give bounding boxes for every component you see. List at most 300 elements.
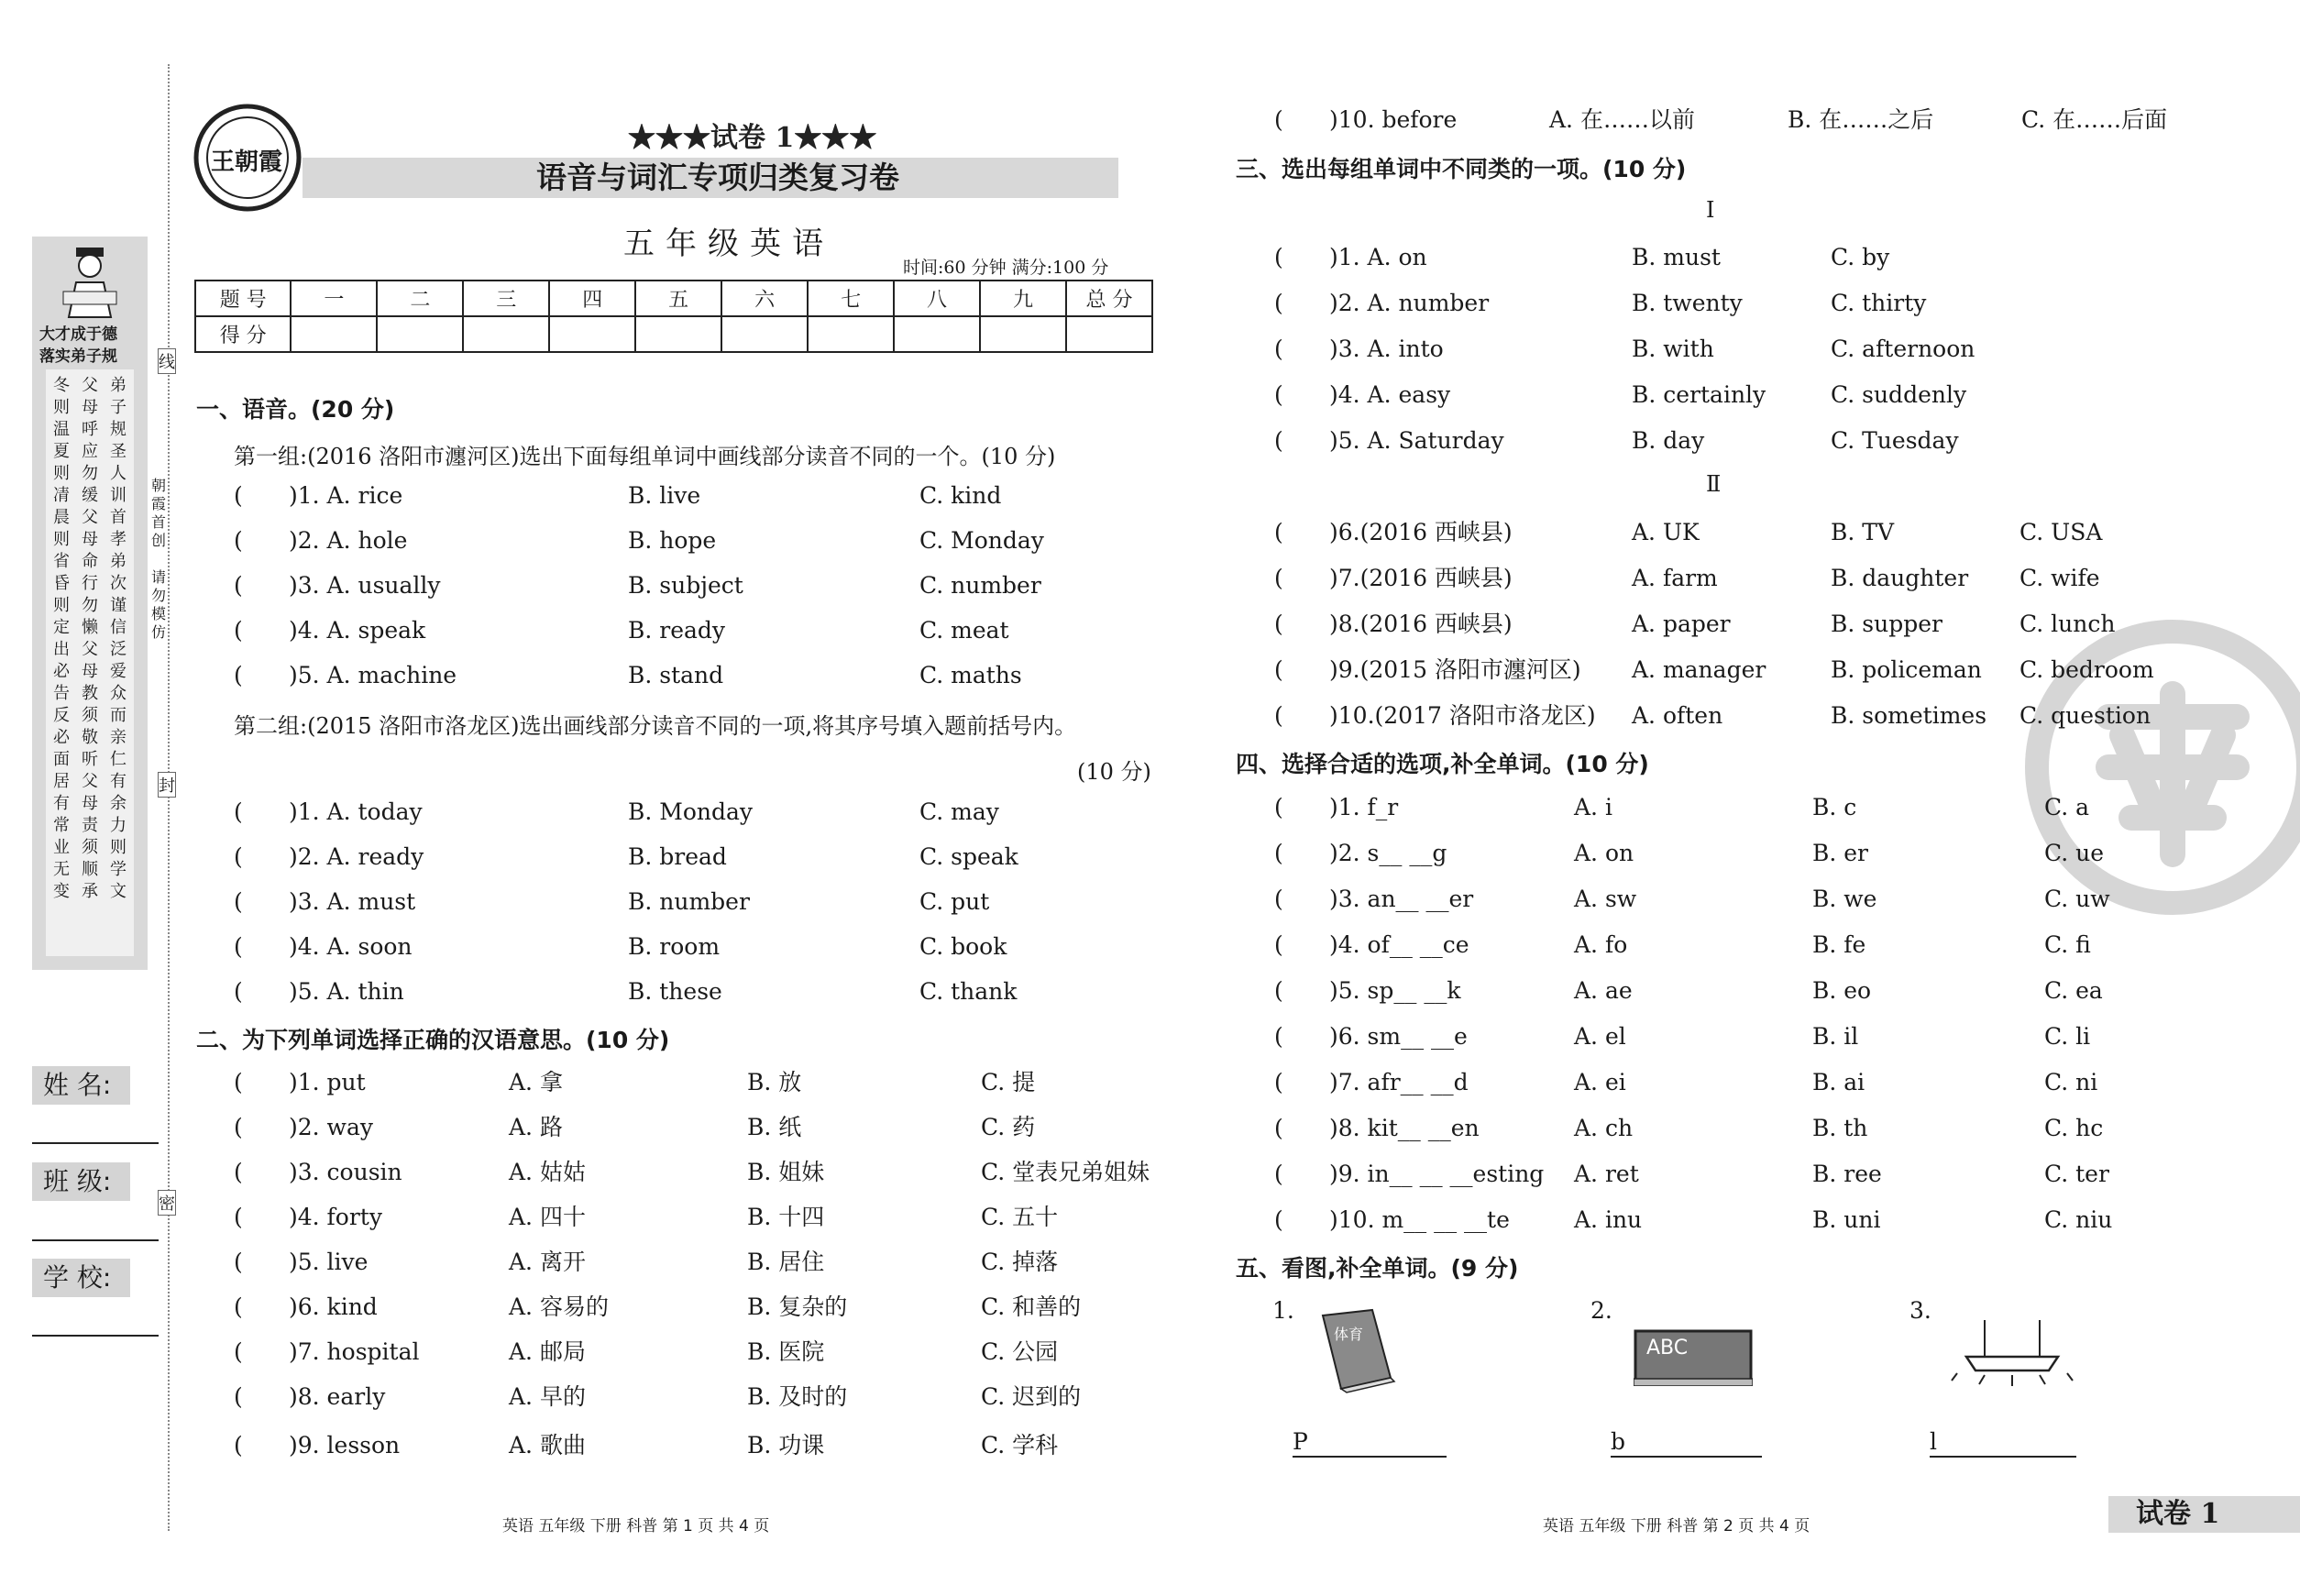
option-b[interactable]: B. 十四 bbox=[747, 1204, 825, 1230]
question-text: )10.(2017 洛阳市洛龙区) bbox=[1329, 702, 1596, 729]
question-text: )9. in__ __ __esting bbox=[1329, 1161, 1545, 1187]
question-text: )3. A. must bbox=[289, 888, 416, 915]
question-text: )1. A. today bbox=[289, 798, 423, 825]
option-c[interactable]: C. 堂表兄弟姐妹 bbox=[981, 1159, 1150, 1185]
answer-paren[interactable]: ( bbox=[234, 933, 243, 960]
answer-paren[interactable]: ( bbox=[234, 1293, 243, 1320]
exam-meta: 时间:60 分钟 满分:100 分 bbox=[903, 258, 1109, 278]
option-b[interactable]: B. sometimes bbox=[1831, 702, 1987, 729]
answer-paren[interactable]: ( bbox=[1274, 840, 1283, 866]
option-a[interactable]: A. 早的 bbox=[509, 1383, 586, 1410]
option-c[interactable]: C. by bbox=[1831, 244, 1890, 270]
pic-2-letter: b bbox=[1611, 1428, 1626, 1455]
option-c[interactable]: C. ter bbox=[2044, 1161, 2109, 1187]
question-text: )5. A. Saturday bbox=[1329, 427, 1504, 454]
question-row bbox=[234, 1064, 1196, 1101]
option-a[interactable]: A. ret bbox=[1574, 1161, 1639, 1187]
option-c[interactable]: C. ea bbox=[2044, 977, 2103, 1004]
answer-paren[interactable]: ( bbox=[1274, 565, 1283, 591]
pic-1-letter: P bbox=[1293, 1428, 1308, 1455]
pic-3-answer-line[interactable] bbox=[1930, 1456, 2076, 1458]
question-row bbox=[1274, 239, 2237, 276]
option-a[interactable]: A. ei bbox=[1574, 1069, 1626, 1095]
score-head: 六 bbox=[721, 281, 808, 316]
answer-paren[interactable]: ( bbox=[1274, 1206, 1283, 1233]
motto-1: 大才成于德 bbox=[39, 325, 117, 344]
question-row bbox=[1274, 927, 2237, 963]
question-row bbox=[1274, 377, 2237, 413]
option-c[interactable]: C. afternoon bbox=[1831, 336, 1975, 362]
question-text: )10. m__ __ __te bbox=[1329, 1206, 1510, 1233]
answer-paren[interactable]: ( bbox=[1274, 1023, 1283, 1050]
option-c[interactable]: C. 五十 bbox=[981, 1204, 1059, 1230]
score-table bbox=[194, 280, 1153, 353]
option-b[interactable]: B. eo bbox=[1812, 977, 1872, 1004]
part-2-label: Ⅱ bbox=[1706, 471, 1722, 497]
score-cell[interactable] bbox=[377, 316, 463, 352]
footer-right: 英语 五年级 下册 科普 第 2 页 共 4 页 bbox=[1543, 1517, 1810, 1535]
class-line[interactable] bbox=[32, 1239, 159, 1241]
question-text: )8.(2016 西峡县) bbox=[1329, 611, 1513, 637]
answer-paren[interactable]: ( bbox=[1274, 794, 1283, 820]
answer-paren[interactable]: ( bbox=[234, 1432, 243, 1458]
option-c[interactable]: C. uw bbox=[2044, 886, 2110, 912]
s2-q10 bbox=[1274, 102, 2191, 138]
book-picture bbox=[1315, 1306, 1398, 1393]
motto-grid bbox=[46, 369, 134, 956]
section-3-title: 三、选出每组单词中不同类的一项。(10 分) bbox=[1236, 156, 1687, 182]
question-text: )1. f_r bbox=[1329, 794, 1399, 820]
option-b[interactable]: B. with bbox=[1632, 336, 1714, 362]
option-b[interactable]: B. Monday bbox=[628, 798, 754, 825]
score-cell[interactable] bbox=[291, 316, 377, 352]
question-row bbox=[1274, 1018, 2237, 1055]
option-c[interactable]: C. 和善的 bbox=[981, 1293, 1082, 1320]
question-text: )8. early bbox=[289, 1383, 386, 1410]
school-line[interactable] bbox=[32, 1335, 159, 1337]
answer-paren[interactable]: ( bbox=[1274, 702, 1283, 729]
option-a[interactable]: A. 邮局 bbox=[509, 1338, 586, 1365]
option-c[interactable]: C. ue bbox=[2044, 840, 2105, 866]
option-c[interactable]: C. 学科 bbox=[981, 1432, 1059, 1458]
option-c[interactable]: C. may bbox=[919, 798, 999, 825]
option-b[interactable]: B. supper bbox=[1831, 611, 1942, 637]
score-cell[interactable] bbox=[463, 316, 549, 352]
option-c[interactable]: C. USA bbox=[2019, 519, 2103, 545]
option-c[interactable]: C. meat bbox=[919, 617, 1009, 644]
option-c[interactable]: C. kind bbox=[919, 482, 1002, 509]
score-head: 二 bbox=[377, 281, 463, 316]
option-b[interactable]: B. 功课 bbox=[747, 1432, 825, 1458]
option-b[interactable]: B. 纸 bbox=[747, 1114, 802, 1140]
question-row bbox=[234, 1334, 1196, 1370]
scholar-figure bbox=[60, 246, 120, 319]
question-row bbox=[1274, 514, 2237, 551]
option-a[interactable]: A. UK bbox=[1632, 519, 1700, 545]
option-c[interactable]: C. bedroom bbox=[2019, 656, 2154, 683]
option-a[interactable]: A. 路 bbox=[509, 1114, 563, 1140]
question-row bbox=[234, 1427, 1196, 1464]
score-head: 七 bbox=[808, 281, 894, 316]
score-head: 一 bbox=[291, 281, 377, 316]
answer-paren[interactable]: ( bbox=[1274, 381, 1283, 408]
question-text: )3. cousin bbox=[289, 1159, 402, 1185]
question-row bbox=[1274, 560, 2237, 597]
pic-3-letter: l bbox=[1930, 1428, 1937, 1455]
subtitle: 语音与词汇专项归类复习卷 bbox=[536, 160, 899, 195]
option-a[interactable]: A. 容易的 bbox=[509, 1293, 609, 1320]
score-head: 总 分 bbox=[1066, 281, 1152, 316]
option-b[interactable]: B. ree bbox=[1812, 1161, 1882, 1187]
question-text: )9.(2015 洛阳市瀍河区) bbox=[1329, 656, 1581, 683]
score-cell[interactable] bbox=[980, 316, 1066, 352]
question-row bbox=[234, 1379, 1196, 1415]
option-b[interactable]: B. policeman bbox=[1831, 656, 1982, 683]
option-c[interactable]: C. wife bbox=[2019, 565, 2100, 591]
question-row bbox=[234, 839, 1196, 875]
question-text: )3. an__ __er bbox=[1329, 886, 1474, 912]
option-a[interactable]: A. 拿 bbox=[509, 1069, 563, 1095]
question-text: )9. lesson bbox=[289, 1432, 401, 1458]
option-b[interactable]: B. uni bbox=[1812, 1206, 1881, 1233]
question-row bbox=[234, 523, 1196, 559]
question-text: )6. kind bbox=[289, 1293, 378, 1320]
question-row bbox=[1274, 881, 2237, 918]
option-a[interactable]: A. 姑姑 bbox=[509, 1159, 586, 1185]
option-c[interactable]: C. 公园 bbox=[981, 1338, 1059, 1365]
pic-1-answer-line[interactable] bbox=[1293, 1456, 1447, 1458]
question-row bbox=[1274, 835, 2237, 872]
option-a[interactable]: A. 离开 bbox=[509, 1249, 586, 1275]
binding-mark-feng: 封 bbox=[158, 772, 176, 798]
option-a[interactable]: A. sw bbox=[1574, 886, 1637, 912]
option-b[interactable]: B. hope bbox=[628, 527, 717, 554]
answer-paren[interactable]: ( bbox=[1274, 336, 1283, 362]
blackboard-text: ABC bbox=[1646, 1337, 1689, 1359]
score-head: 九 bbox=[980, 281, 1066, 316]
option-b[interactable]: B. 在……之后 bbox=[1788, 106, 1934, 133]
answer-paren[interactable]: ( bbox=[234, 1383, 243, 1410]
question-row bbox=[234, 567, 1196, 604]
question-row bbox=[234, 1109, 1196, 1146]
question-text: )2. s__ __g bbox=[1329, 840, 1447, 866]
option-b[interactable]: B. c bbox=[1812, 794, 1857, 820]
option-c[interactable]: C. put bbox=[919, 888, 990, 915]
score-cell[interactable] bbox=[1066, 316, 1152, 352]
option-c[interactable]: C. Monday bbox=[919, 527, 1044, 554]
fold-line bbox=[168, 64, 170, 1531]
score-label: 得 分 bbox=[195, 316, 291, 352]
option-b[interactable]: B. th bbox=[1812, 1115, 1868, 1141]
option-c[interactable]: C. a bbox=[2044, 794, 2090, 820]
answer-paren[interactable]: ( bbox=[234, 662, 243, 688]
option-a[interactable]: A. ch bbox=[1574, 1115, 1634, 1141]
option-a[interactable]: A. paper bbox=[1632, 611, 1731, 637]
brand-logo bbox=[193, 103, 303, 213]
question-text: )2. A. ready bbox=[289, 843, 424, 870]
question-row bbox=[1274, 973, 2237, 1009]
section-4-title: 四、选择合适的选项,补全单词。(10 分) bbox=[1236, 751, 1649, 777]
option-b[interactable]: B. room bbox=[628, 933, 721, 960]
option-b[interactable]: B. these bbox=[628, 978, 722, 1005]
group-2-score: (10 分) bbox=[1077, 759, 1151, 785]
question-row bbox=[1274, 606, 2237, 643]
score-head: 四 bbox=[549, 281, 635, 316]
answer-paren[interactable]: ( bbox=[1274, 244, 1283, 270]
answer-paren[interactable]: ( bbox=[1274, 1115, 1283, 1141]
answer-paren[interactable]: ( bbox=[234, 1159, 243, 1185]
question-row bbox=[1274, 789, 2237, 826]
answer-paren[interactable]: ( bbox=[1274, 931, 1283, 958]
question-text: )2. A. hole bbox=[289, 527, 408, 554]
option-c[interactable]: C. number bbox=[919, 572, 1041, 599]
question-row bbox=[234, 1289, 1196, 1326]
question-row bbox=[1274, 1156, 2237, 1193]
course-title: 五年级英语 bbox=[623, 226, 834, 262]
pic-2-answer-line[interactable] bbox=[1611, 1456, 1762, 1458]
question-text: )8. kit__ __en bbox=[1329, 1115, 1480, 1141]
name-line[interactable] bbox=[32, 1142, 159, 1144]
answer-paren[interactable]: ( bbox=[1274, 656, 1283, 683]
option-a[interactable]: A. often bbox=[1632, 702, 1723, 729]
question-text: )3. A. usually bbox=[289, 572, 441, 599]
answer-paren[interactable]: ( bbox=[234, 527, 243, 554]
option-a[interactable]: A. manager bbox=[1632, 656, 1766, 683]
score-cell[interactable] bbox=[721, 316, 808, 352]
lamp-icon bbox=[1948, 1320, 2076, 1393]
option-a[interactable]: A. 歌曲 bbox=[509, 1432, 586, 1458]
option-b[interactable]: B. we bbox=[1812, 886, 1877, 912]
motto-2: 落实弟子规 bbox=[39, 347, 117, 366]
question-row bbox=[1274, 1202, 2237, 1238]
question-row bbox=[1274, 698, 2237, 734]
option-b[interactable]: B. 及时的 bbox=[747, 1383, 848, 1410]
question-text: )1. put bbox=[289, 1069, 366, 1095]
option-c[interactable]: C. 迟到的 bbox=[981, 1383, 1082, 1410]
question-text: )3. A. into bbox=[1329, 336, 1444, 362]
footer-tag: 试卷 1 bbox=[2136, 1498, 2220, 1530]
option-c[interactable]: C. thank bbox=[919, 978, 1018, 1005]
pic-2-number: 2. bbox=[1590, 1297, 1612, 1324]
answer-paren[interactable]: ( bbox=[1274, 519, 1283, 545]
option-c[interactable]: C. lunch bbox=[2019, 611, 2116, 637]
question-row bbox=[234, 612, 1196, 649]
option-c[interactable]: C. niu bbox=[2044, 1206, 2113, 1233]
question-row bbox=[234, 1244, 1196, 1281]
option-c[interactable]: C. li bbox=[2044, 1023, 2091, 1050]
option-b[interactable]: B. ai bbox=[1812, 1069, 1865, 1095]
book-cover-text: 体育 bbox=[1334, 1326, 1364, 1343]
option-c[interactable]: C. suddenly bbox=[1831, 381, 1967, 408]
question-row bbox=[1274, 423, 2237, 459]
question-text: )4. A. soon bbox=[289, 933, 413, 960]
option-b[interactable]: B. certainly bbox=[1632, 381, 1766, 408]
option-c[interactable]: C. 掉落 bbox=[981, 1249, 1059, 1275]
question-row bbox=[234, 794, 1196, 831]
question-text: )5. sp__ __k bbox=[1329, 977, 1461, 1004]
score-head: 五 bbox=[635, 281, 721, 316]
option-a[interactable]: A. i bbox=[1574, 794, 1612, 820]
option-b[interactable]: B. number bbox=[628, 888, 750, 915]
score-head: 八 bbox=[894, 281, 980, 316]
option-c[interactable]: C. maths bbox=[919, 662, 1022, 688]
section-5-title: 五、看图,补全单词。(9 分) bbox=[1236, 1255, 1519, 1282]
footer-left: 英语 五年级 下册 科普 第 1 页 共 4 页 bbox=[502, 1517, 770, 1535]
option-b[interactable]: B. TV bbox=[1831, 519, 1894, 545]
motto-col-3: 弟子规圣人训首孝弟次谨信泛爱众而亲仁有余力则学文 bbox=[110, 376, 127, 901]
option-b[interactable]: B. live bbox=[628, 482, 701, 509]
school-label: 学 校: bbox=[32, 1259, 130, 1297]
option-c[interactable]: C. 在……后面 bbox=[2021, 106, 2168, 133]
option-b[interactable]: B. il bbox=[1812, 1023, 1859, 1050]
option-c[interactable]: C. speak bbox=[919, 843, 1018, 870]
option-b[interactable]: B. 复杂的 bbox=[747, 1293, 848, 1320]
class-label: 班 级: bbox=[32, 1162, 130, 1201]
sidebar-panel bbox=[32, 237, 148, 970]
option-b[interactable]: B. 居住 bbox=[747, 1249, 825, 1275]
score-cell[interactable] bbox=[549, 316, 635, 352]
question-text: )4. A. speak bbox=[289, 617, 426, 644]
question-row bbox=[1274, 331, 2237, 368]
name-label: 姓 名: bbox=[32, 1066, 130, 1105]
answer-paren[interactable]: ( bbox=[1274, 290, 1283, 316]
option-c[interactable]: C. Tuesday bbox=[1831, 427, 1959, 454]
option-b[interactable]: B. must bbox=[1632, 244, 1721, 270]
option-b[interactable]: B. subject bbox=[628, 572, 743, 599]
question-text: )2. way bbox=[289, 1114, 373, 1140]
question-text: )4. A. easy bbox=[1329, 381, 1451, 408]
motto-col-1: 冬则温夏则凊晨则省昏则定出必告反必面居有常业无变 bbox=[53, 376, 70, 901]
option-b[interactable]: B. ready bbox=[628, 617, 726, 644]
question-text: )4. of__ __ce bbox=[1329, 931, 1469, 958]
score-cell[interactable] bbox=[894, 316, 980, 352]
option-c[interactable]: C. book bbox=[919, 933, 1007, 960]
question-text: )7. hospital bbox=[289, 1338, 420, 1365]
question-row bbox=[234, 478, 1196, 514]
part-1-label: Ⅰ bbox=[1706, 197, 1715, 223]
question-text: )4. forty bbox=[289, 1204, 382, 1230]
option-a[interactable]: A. inu bbox=[1574, 1206, 1643, 1233]
q-text: )10. before bbox=[1329, 106, 1458, 133]
option-b[interactable]: B. 姐妹 bbox=[747, 1159, 825, 1185]
option-b[interactable]: B. day bbox=[1632, 427, 1705, 454]
answer-paren[interactable]: ( bbox=[1274, 1069, 1283, 1095]
answer-paren[interactable]: ( bbox=[1274, 611, 1283, 637]
question-row bbox=[1274, 1064, 2237, 1101]
option-b[interactable]: B. er bbox=[1812, 840, 1869, 866]
question-row bbox=[234, 884, 1196, 920]
answer-paren[interactable]: ( bbox=[234, 798, 243, 825]
answer-paren[interactable]: ( bbox=[234, 1338, 243, 1365]
answer-paren[interactable]: ( bbox=[234, 888, 243, 915]
question-text: )5. A. machine bbox=[289, 662, 457, 688]
score-head: 题 号 bbox=[195, 281, 291, 316]
section-2-title: 二、为下列单词选择正确的汉语意思。(10 分) bbox=[196, 1027, 670, 1053]
answer-paren[interactable]: ( bbox=[1274, 1161, 1283, 1187]
binding-label-2: 请勿模仿 bbox=[151, 568, 167, 641]
answer-paren[interactable]: ( bbox=[234, 1069, 243, 1095]
question-text: )2. A. number bbox=[1329, 290, 1490, 316]
group-1-title: 第一组:(2016 洛阳市瀍河区)选出下面每组单词中画线部分读音不同的一个。(10 分) bbox=[234, 444, 1056, 469]
brand-name: 王朝霞 bbox=[211, 149, 283, 176]
option-b[interactable]: B. daughter bbox=[1831, 565, 1969, 591]
question-row bbox=[234, 974, 1196, 1010]
option-a[interactable]: A. 在……以前 bbox=[1549, 106, 1695, 133]
answer-paren[interactable]: ( bbox=[234, 572, 243, 599]
pic-3-number: 3. bbox=[1909, 1297, 1931, 1324]
answer-paren[interactable]: ( bbox=[1274, 106, 1283, 133]
score-head: 三 bbox=[463, 281, 549, 316]
option-b[interactable]: B. 医院 bbox=[747, 1338, 825, 1365]
option-c[interactable]: C. thirty bbox=[1831, 290, 1927, 316]
option-a[interactable]: A. farm bbox=[1632, 565, 1718, 591]
answer-paren[interactable]: ( bbox=[234, 617, 243, 644]
option-a[interactable]: A. on bbox=[1574, 840, 1634, 866]
answer-paren[interactable]: ( bbox=[1274, 886, 1283, 912]
answer-paren[interactable]: ( bbox=[234, 1249, 243, 1275]
blackboard-picture bbox=[1634, 1329, 1753, 1386]
answer-paren[interactable]: ( bbox=[234, 1114, 243, 1140]
binding-label-1: 朝霞首创 bbox=[151, 477, 167, 549]
answer-paren[interactable]: ( bbox=[234, 482, 243, 509]
option-b[interactable]: B. stand bbox=[628, 662, 724, 688]
score-cell[interactable] bbox=[808, 316, 894, 352]
score-cell[interactable] bbox=[635, 316, 721, 352]
header-stars: ★★★试卷 1★★★ bbox=[628, 122, 877, 154]
question-row bbox=[234, 1154, 1196, 1191]
question-text: )1. A. rice bbox=[289, 482, 403, 509]
question-text: )5. live bbox=[289, 1249, 369, 1275]
option-b[interactable]: B. 放 bbox=[747, 1069, 802, 1095]
binding-mark-mi: 密 bbox=[158, 1190, 176, 1216]
option-b[interactable]: B. fe bbox=[1812, 931, 1866, 958]
answer-paren[interactable]: ( bbox=[1274, 977, 1283, 1004]
answer-paren[interactable]: ( bbox=[234, 1204, 243, 1230]
question-row bbox=[1274, 285, 2237, 322]
option-c[interactable]: C. question bbox=[2019, 702, 2151, 729]
option-c[interactable]: C. 药 bbox=[981, 1114, 1036, 1140]
question-text: )1. A. on bbox=[1329, 244, 1427, 270]
question-text: )6. sm__ __e bbox=[1329, 1023, 1468, 1050]
answer-paren[interactable]: ( bbox=[234, 978, 243, 1005]
option-a[interactable]: A. fo bbox=[1574, 931, 1628, 958]
option-b[interactable]: B. twenty bbox=[1632, 290, 1743, 316]
option-c[interactable]: C. fi bbox=[2044, 931, 2091, 958]
question-row bbox=[1274, 1110, 2237, 1147]
question-text: )6.(2016 西峡县) bbox=[1329, 519, 1513, 545]
question-text: )5. A. thin bbox=[289, 978, 404, 1005]
option-a[interactable]: A. 四十 bbox=[509, 1204, 586, 1230]
question-row bbox=[234, 657, 1196, 694]
option-a[interactable]: A. el bbox=[1574, 1023, 1626, 1050]
option-c[interactable]: C. ni bbox=[2044, 1069, 2098, 1095]
option-b[interactable]: B. bread bbox=[628, 843, 727, 870]
binding-mark-xian: 线 bbox=[158, 348, 176, 374]
question-row bbox=[234, 929, 1196, 965]
option-c[interactable]: C. hc bbox=[2044, 1115, 2104, 1141]
answer-paren[interactable]: ( bbox=[234, 843, 243, 870]
answer-paren[interactable]: ( bbox=[1274, 427, 1283, 454]
option-c[interactable]: C. 提 bbox=[981, 1069, 1036, 1095]
question-text: )7.(2016 西峡县) bbox=[1329, 565, 1513, 591]
option-a[interactable]: A. ae bbox=[1574, 977, 1633, 1004]
section-1-title: 一、语音。(20 分) bbox=[196, 396, 395, 423]
group-2-title: 第二组:(2015 洛阳市洛龙区)选出画线部分读音不同的一项,将其序号填入题前括号内。 bbox=[234, 713, 1077, 739]
pic-1-number: 1. bbox=[1272, 1297, 1294, 1324]
motto-col-2: 父母呼应勿缓父母命行勿懒父母教须敬听父母责须顺承 bbox=[82, 376, 98, 901]
question-row bbox=[1274, 652, 2237, 688]
question-text: )7. afr__ __d bbox=[1329, 1069, 1469, 1095]
